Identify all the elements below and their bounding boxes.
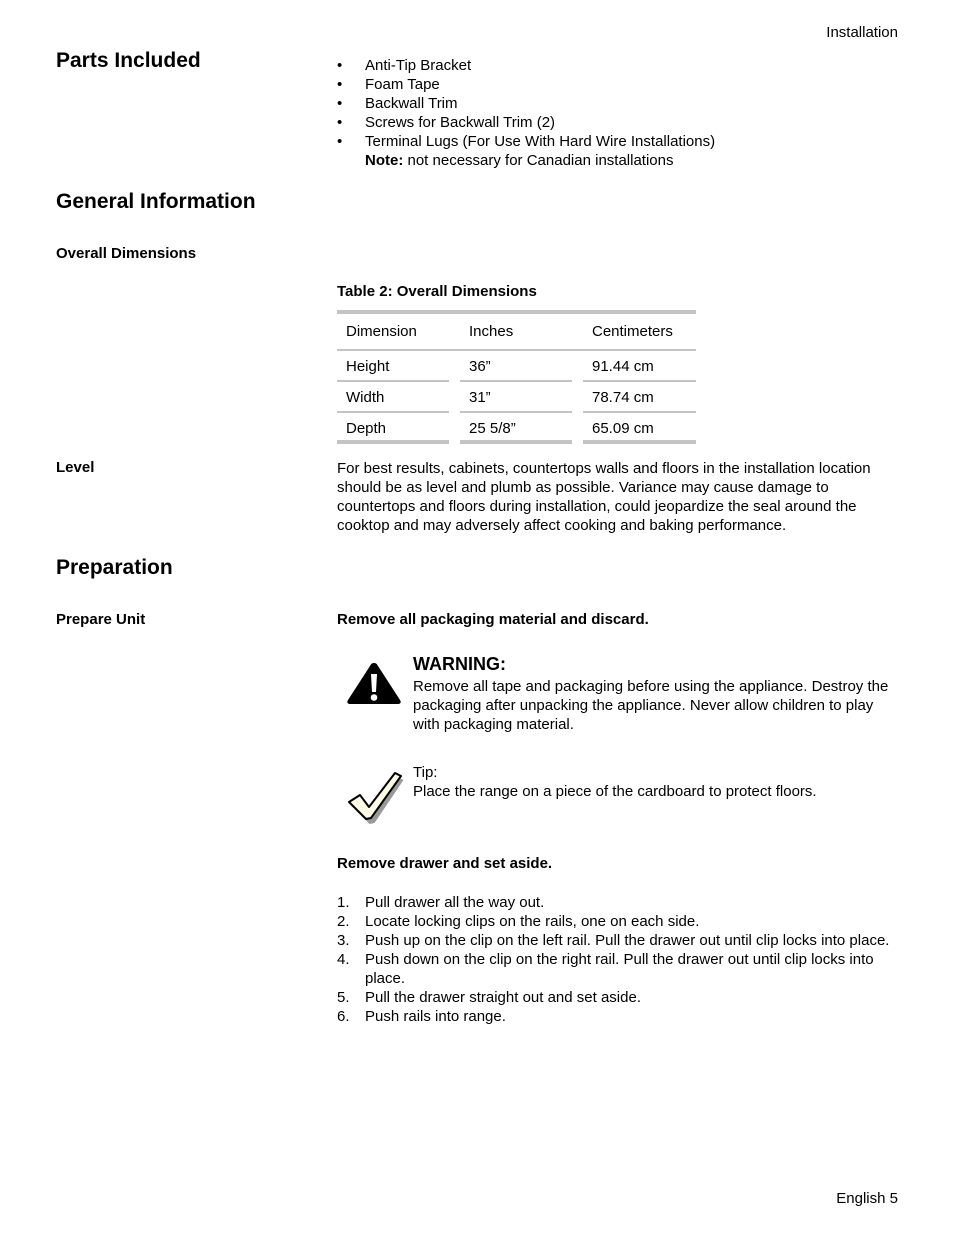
level-heading: Level [56, 459, 95, 476]
step-number: 5. [337, 989, 350, 1006]
dimensions-table [337, 310, 696, 444]
step-text: Pull drawer all the way out. [365, 894, 545, 911]
bullet: • [337, 114, 343, 131]
list-item [337, 1007, 897, 1026]
step-number: 2. [337, 913, 350, 930]
parts-list-container [337, 56, 897, 170]
step-text: Push rails into range. [365, 1008, 506, 1025]
bullet: • [337, 57, 343, 74]
bullet: • [337, 95, 343, 112]
tip-label: Tip: [413, 764, 438, 781]
prepare-unit-heading: Prepare Unit [56, 611, 146, 628]
parts-list [337, 56, 897, 170]
table-cell: 36” [469, 358, 491, 375]
step-text: Pull the drawer straight out and set aside. [365, 989, 641, 1006]
part-label: Screws for Backwall Trim (2) [365, 114, 556, 131]
step-number: 3. [337, 932, 350, 949]
list-item [337, 56, 897, 75]
warning-triangle-icon [345, 660, 403, 708]
warning-text: Remove all tape and packaging before using the appliance. Destroy the packaging after unpacking the appliance. Never allow children to play with packaging material. [413, 678, 889, 733]
table-cell: Height [346, 358, 390, 375]
list-item [337, 988, 897, 1007]
table-cell: 31” [469, 389, 491, 406]
table-cell: 25 5/8” [469, 420, 516, 437]
table-row [337, 351, 696, 382]
step-number: 6. [337, 1008, 350, 1025]
table-row [337, 382, 696, 413]
parts-included-heading: Parts Included [56, 49, 201, 72]
column-header: Dimension [346, 323, 417, 340]
column-header: Centimeters [592, 323, 673, 340]
table-caption: Table 2: Overall Dimensions [337, 283, 537, 300]
list-item [337, 931, 897, 950]
table-cell: Depth [346, 420, 387, 437]
part-label: Terminal Lugs (For Use With Hard Wire Installations) [365, 133, 716, 150]
table-cell: 91.44 cm [592, 358, 654, 375]
warning-title: WARNING: [413, 654, 506, 674]
list-item [337, 113, 897, 132]
running-header: Installation [826, 24, 898, 41]
table-header-row [337, 314, 696, 351]
row-rule [583, 440, 696, 444]
bullet: • [337, 76, 343, 93]
step-text: Push down on the clip on the right rail. Pull the drawer out until clip locks into place. [365, 951, 874, 987]
checkmark-icon [346, 772, 404, 824]
drawer-steps-container [337, 893, 897, 1026]
list-item [337, 950, 897, 988]
list-item [337, 893, 897, 912]
bullet: • [337, 133, 343, 150]
note-text: not necessary for Canadian installations [403, 152, 674, 169]
row-rule [460, 440, 572, 444]
list-item [337, 132, 897, 170]
note-label: Note: [365, 152, 404, 169]
step-text: Locate locking clips on the rails, one on each side. [365, 913, 700, 930]
table-cell: Width [346, 389, 385, 406]
list-item [337, 75, 897, 94]
part-label: Anti-Tip Bracket [365, 57, 472, 74]
part-label: Foam Tape [365, 76, 440, 93]
drawer-steps-list [337, 893, 897, 1026]
table-cell: 78.74 cm [592, 389, 654, 406]
page-number: English 5 [836, 1190, 898, 1207]
step-number: 1. [337, 894, 350, 911]
preparation-heading: Preparation [56, 556, 173, 579]
table-cell: 65.09 cm [592, 420, 654, 437]
level-paragraph: For best results, cabinets, countertops walls and floors in the installation location should be as level and plumb as possible. Variance may cause damage to countertops and floors during installation, could jeopardize the seal around the cooktop and may adversely affect cooking and baking performance. [337, 460, 871, 534]
tip-text: Place the range on a piece of the cardboard to protect floors. [413, 783, 817, 800]
step-text: Push up on the clip on the left rail. Pull the drawer out until clip locks into place. [365, 932, 890, 949]
row-rule [337, 440, 449, 444]
remove-packaging-instruction: Remove all packaging material and discard. [337, 611, 649, 628]
general-information-heading: General Information [56, 190, 256, 213]
list-item [337, 94, 897, 113]
column-header: Inches [469, 323, 514, 340]
overall-dimensions-heading: Overall Dimensions [56, 245, 197, 262]
table-row [337, 413, 696, 444]
list-item [337, 912, 897, 931]
step-number: 4. [337, 951, 350, 968]
remove-drawer-heading: Remove drawer and set aside. [337, 855, 553, 872]
part-label: Backwall Trim [365, 95, 458, 112]
